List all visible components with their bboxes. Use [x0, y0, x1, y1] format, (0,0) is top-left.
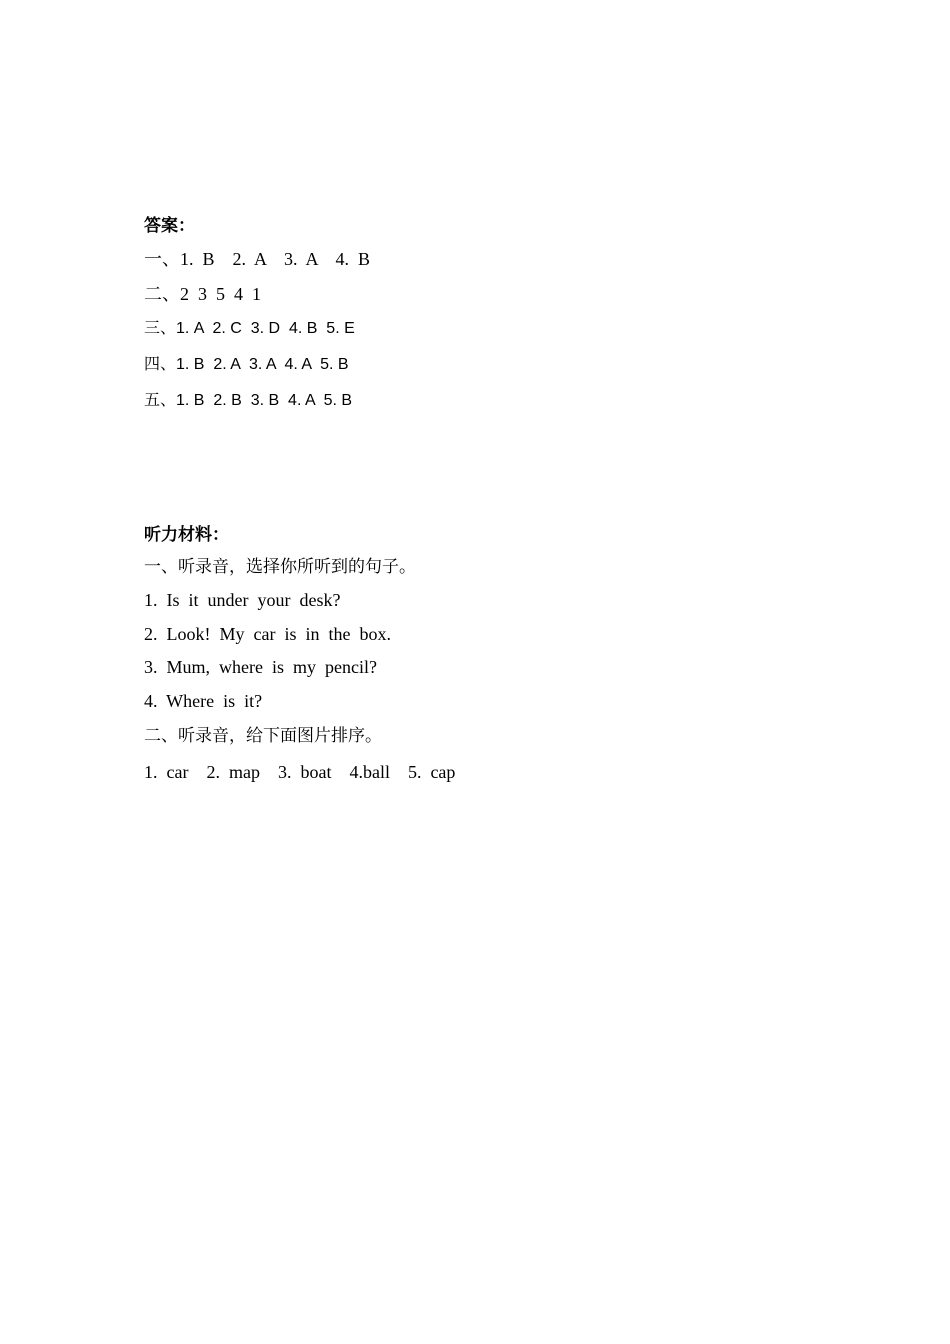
- answer-line-4: 四、1. B 2. A 3. A 4. A 5. B: [144, 356, 349, 373]
- listening-item-3: 3. Mum, where is my pencil?: [144, 657, 377, 677]
- listening-item-4: 4. Where is it?: [144, 691, 263, 711]
- listening-section1-title: 一、听录音，选择你所听到的句子。: [144, 557, 416, 577]
- answer-line-2: 二、2 3 5 4 1: [144, 284, 261, 304]
- listening-section2-items: 1. car 2. map 3. boat 4.ball 5. cap: [144, 762, 456, 782]
- listening-item-2: 2. Look! My car is in the box.: [144, 624, 391, 644]
- answer-line-1: 一、1. B 2. A 3. A 4. B: [144, 249, 371, 269]
- listening-section2-title: 二、听录音，给下面图片排序。: [144, 726, 382, 746]
- answer-line-5: 五、1. B 2. B 3. B 4. A 5. B: [144, 392, 353, 409]
- answers-heading: 答案：: [144, 216, 195, 236]
- listening-item-1: 1. Is it under your desk?: [144, 590, 341, 610]
- answer-line-3: 三、1. A 2. C 3. D 4. B 5. E: [144, 320, 355, 337]
- listening-heading: 听力材料：: [144, 525, 229, 545]
